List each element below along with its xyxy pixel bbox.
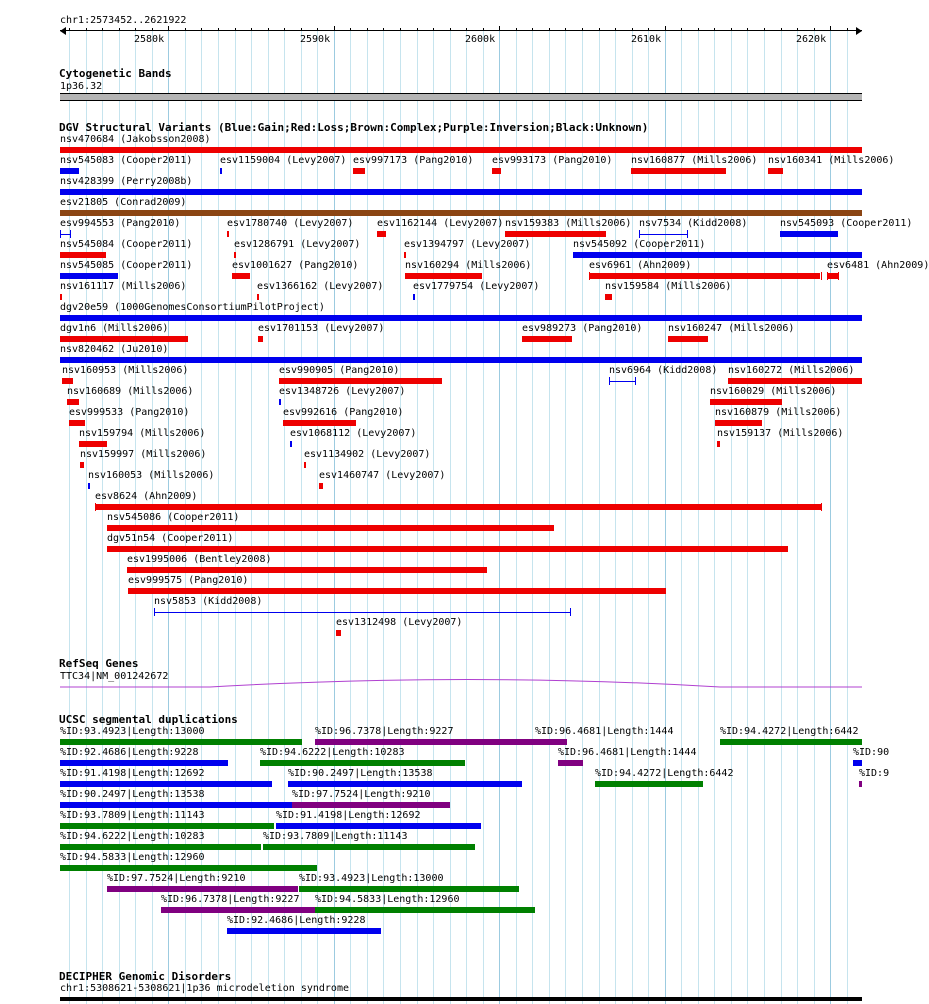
feature-bar[interactable] xyxy=(288,781,522,787)
ruler-tick xyxy=(185,28,186,31)
ruler-tick xyxy=(86,28,87,31)
feature-bar[interactable] xyxy=(234,252,236,258)
feature-bar[interactable] xyxy=(62,378,73,384)
decipher-track-title[interactable]: DECIPHER Genomic Disorders xyxy=(59,970,232,983)
ruler-tick xyxy=(764,28,765,31)
feature-bar[interactable] xyxy=(315,739,567,745)
feature-label[interactable]: %ID:91.4198|Length:12692 xyxy=(60,768,205,779)
ruler-right-arrow xyxy=(856,27,862,35)
feature-label[interactable]: dgv51n54 (Cooper2011) xyxy=(107,533,234,544)
grid-line xyxy=(350,30,351,1004)
feature-label[interactable]: %ID:96.4681|Length:1444 xyxy=(558,747,697,758)
feature-bar-cap xyxy=(827,272,828,280)
feature-label[interactable]: nsv545085 (Cooper2011) xyxy=(60,260,193,271)
feature-bar[interactable] xyxy=(315,907,535,913)
ruler-tick xyxy=(781,28,782,31)
grid-line xyxy=(450,30,451,1004)
ruler-tick xyxy=(582,28,583,31)
feature-bar-cap xyxy=(838,272,839,280)
grid-line xyxy=(847,30,848,1004)
feature-label[interactable]: esv1995006 (Bentley2008) xyxy=(127,554,272,565)
ruler-tick xyxy=(284,28,285,31)
ruler-tick xyxy=(681,28,682,31)
feature-bar[interactable] xyxy=(768,168,783,174)
feature-label[interactable]: %ID:93.4923|Length:13000 xyxy=(299,873,444,884)
grid-line xyxy=(417,30,418,1004)
feature-bar[interactable] xyxy=(283,420,356,426)
grid-line xyxy=(251,30,252,1004)
grid-line xyxy=(599,30,600,1004)
feature-bar[interactable] xyxy=(859,781,862,787)
feature-line[interactable] xyxy=(154,612,570,613)
feature-label[interactable]: esv989273 (Pang2010) xyxy=(522,323,643,334)
ruler-tick xyxy=(301,28,302,31)
feature-bar[interactable] xyxy=(505,231,606,237)
feature-bar[interactable] xyxy=(60,865,317,871)
feature-bar[interactable] xyxy=(227,231,229,237)
feature-bar[interactable] xyxy=(60,781,272,787)
grid-line xyxy=(268,30,269,1004)
ruler-tick xyxy=(532,28,533,31)
feature-label[interactable]: %ID:94.6222|Length:10283 xyxy=(260,747,405,758)
feature-label[interactable]: esv997173 (Pang2010) xyxy=(353,155,474,166)
feature-label[interactable]: esv1394797 (Levy2007) xyxy=(404,239,531,250)
ruler-tick xyxy=(334,26,335,31)
feature-bar[interactable] xyxy=(535,739,560,745)
ruler-tick xyxy=(632,28,633,31)
feature-label[interactable]: esv1286791 (Levy2007) xyxy=(234,239,361,250)
ruler-tick xyxy=(549,28,550,31)
ruler-tick-label: 2600k xyxy=(465,34,496,45)
ruler-tick-label: 2620k xyxy=(796,34,827,45)
feature-bar[interactable] xyxy=(279,399,281,405)
feature-label[interactable]: dgv1n6 (Mills2006) xyxy=(60,323,169,334)
feature-label[interactable]: %ID:96.4681|Length:1444 xyxy=(535,726,674,737)
feature-line-cap xyxy=(609,377,610,385)
feature-label[interactable]: %ID:9 xyxy=(859,768,890,779)
feature-label[interactable]: nsv160953 (Mills2006) xyxy=(62,365,189,376)
feature-bar[interactable] xyxy=(492,168,501,174)
decipher-item-label[interactable]: chr1:5308621-5308621|1p36 microdeletion syndrome xyxy=(60,983,349,994)
feature-label[interactable]: esv6961 (Ahn2009) xyxy=(589,260,692,271)
feature-bar[interactable] xyxy=(232,273,250,279)
ruler-tick xyxy=(698,28,699,31)
feature-bar[interactable] xyxy=(69,420,85,426)
feature-bar[interactable] xyxy=(595,781,703,787)
feature-label[interactable]: %ID:96.7378|Length:9227 xyxy=(315,726,454,737)
feature-label[interactable]: nsv545086 (Cooper2011) xyxy=(107,512,240,523)
ruler-tick xyxy=(599,28,600,31)
ruler-tick-label: 2590k xyxy=(300,34,331,45)
feature-label[interactable]: esv1134902 (Levy2007) xyxy=(304,449,431,460)
feature-bar[interactable] xyxy=(60,802,292,808)
feature-label[interactable]: %ID:97.7524|Length:9210 xyxy=(292,789,431,800)
feature-bar[interactable] xyxy=(276,823,481,829)
feature-label[interactable]: esv1001627 (Pang2010) xyxy=(232,260,359,271)
feature-label[interactable]: %ID:91.4198|Length:12692 xyxy=(276,810,421,821)
grid-line xyxy=(665,30,666,1004)
feature-label[interactable]: esv1312498 (Levy2007) xyxy=(336,617,463,628)
feature-bar[interactable] xyxy=(353,168,365,174)
grid-line xyxy=(648,30,649,1004)
feature-label[interactable]: nsv160877 (Mills2006) xyxy=(631,155,758,166)
feature-bar[interactable] xyxy=(60,273,118,279)
feature-bar[interactable] xyxy=(67,399,79,405)
grid-line xyxy=(433,30,434,1004)
grid-line xyxy=(334,30,335,1004)
feature-bar[interactable] xyxy=(589,273,820,279)
feature-label[interactable]: %ID:94.6222|Length:10283 xyxy=(60,831,205,842)
grid-line xyxy=(565,30,566,1004)
feature-bar[interactable] xyxy=(60,823,274,829)
feature-line-cap xyxy=(154,608,155,616)
feature-bar[interactable] xyxy=(631,168,726,174)
feature-bar[interactable] xyxy=(60,294,62,300)
feature-bar-cap xyxy=(95,503,96,511)
feature-bar[interactable] xyxy=(60,147,862,153)
feature-label[interactable]: nsv160029 (Mills2006) xyxy=(710,386,837,397)
ruler-tick xyxy=(119,28,120,31)
feature-line[interactable] xyxy=(609,381,635,382)
feature-label[interactable]: %ID:94.4272|Length:6442 xyxy=(720,726,859,737)
ruler-tick xyxy=(317,28,318,31)
grid-line xyxy=(532,30,533,1004)
ruler-tick xyxy=(102,28,103,31)
ruler-tick xyxy=(499,26,500,31)
feature-bar[interactable] xyxy=(827,273,838,279)
feature-line-cap xyxy=(60,230,61,238)
ruler-tick xyxy=(235,28,236,31)
feature-label[interactable]: nsv160247 (Mills2006) xyxy=(668,323,795,334)
feature-bar[interactable] xyxy=(60,760,228,766)
ruler-tick xyxy=(731,28,732,31)
feature-label[interactable]: esv1460747 (Levy2007) xyxy=(319,470,446,481)
ruler-tick xyxy=(367,28,368,31)
ruler-tick xyxy=(69,28,70,31)
feature-bar[interactable] xyxy=(128,588,666,594)
feature-line-cap xyxy=(639,230,640,238)
ruler-tick xyxy=(714,28,715,31)
ruler-tick xyxy=(450,28,451,31)
feature-bar[interactable] xyxy=(227,928,381,934)
feature-label[interactable]: esv994553 (Pang2010) xyxy=(60,218,181,229)
feature-bar[interactable] xyxy=(292,802,450,808)
feature-bar[interactable] xyxy=(715,420,762,426)
feature-bar[interactable] xyxy=(60,336,188,342)
ruler-tick xyxy=(417,28,418,31)
feature-bar[interactable] xyxy=(720,739,862,745)
feature-bar[interactable] xyxy=(60,168,79,174)
grid-line xyxy=(483,30,484,1004)
feature-label[interactable]: nsv160689 (Mills2006) xyxy=(67,386,194,397)
ruler-tick xyxy=(350,28,351,31)
feature-label[interactable]: nsv160341 (Mills2006) xyxy=(768,155,895,166)
refseq-track-title[interactable]: RefSeq Genes xyxy=(59,657,139,670)
feature-label[interactable]: esv1366162 (Levy2007) xyxy=(257,281,384,292)
feature-line-cap xyxy=(570,608,571,616)
grid-line xyxy=(698,30,699,1004)
feature-bar[interactable] xyxy=(60,189,862,195)
feature-label[interactable]: esv999575 (Pang2010) xyxy=(128,575,249,586)
feature-label[interactable]: %ID:94.4272|Length:6442 xyxy=(595,768,734,779)
feature-label[interactable]: nsv7534 (Kidd2008) xyxy=(639,218,748,229)
grid-line xyxy=(615,30,616,1004)
ruler-tick xyxy=(615,28,616,31)
feature-bar[interactable] xyxy=(728,378,862,384)
feature-label[interactable]: nsv545084 (Cooper2011) xyxy=(60,239,193,250)
feature-bar[interactable] xyxy=(290,441,292,447)
decipher-bar[interactable] xyxy=(60,997,862,1001)
feature-line-cap xyxy=(70,230,71,238)
feature-bar[interactable] xyxy=(263,844,475,850)
ruler-tick-label: 2580k xyxy=(134,34,165,45)
feature-bar[interactable] xyxy=(336,630,341,636)
feature-label[interactable]: nsv160272 (Mills2006) xyxy=(728,365,855,376)
feature-bar[interactable] xyxy=(780,231,838,237)
dgv-track-title[interactable]: DGV Structural Variants (Blue:Gain;Red:Loss;Brown:Complex;Purple:Inversion;Black:Unknown) xyxy=(59,121,649,134)
ruler-tick xyxy=(814,28,815,31)
feature-label[interactable]: esv6481 (Ahn2009) xyxy=(827,260,929,271)
feature-bar[interactable] xyxy=(95,504,821,510)
grid-line xyxy=(764,30,765,1004)
feature-label[interactable]: esv1068112 (Levy2007) xyxy=(290,428,417,439)
grid-line xyxy=(830,30,831,1004)
cytoband-bar[interactable] xyxy=(60,93,862,101)
ruler-tick xyxy=(483,28,484,31)
feature-bar[interactable] xyxy=(60,844,261,850)
ruler-tick xyxy=(268,28,269,31)
grid-line xyxy=(681,30,682,1004)
feature-label[interactable]: nsv159584 (Mills2006) xyxy=(605,281,732,292)
ruler-tick xyxy=(797,28,798,31)
grid-line xyxy=(516,30,517,1004)
ruler-tick xyxy=(433,28,434,31)
feature-label[interactable]: esv1780740 (Levy2007) xyxy=(227,218,354,229)
grid-line xyxy=(714,30,715,1004)
feature-label[interactable]: esv993173 (Pang2010) xyxy=(492,155,613,166)
feature-label[interactable]: nsv160294 (Mills2006) xyxy=(405,260,532,271)
grid-line xyxy=(814,30,815,1004)
feature-label[interactable]: nsv428399 (Perry2008b) xyxy=(60,176,193,187)
feature-bar-cap xyxy=(589,272,590,280)
grid-line xyxy=(781,30,782,1004)
feature-bar[interactable] xyxy=(257,294,259,300)
feature-bar[interactable] xyxy=(107,886,298,892)
feature-bar[interactable] xyxy=(258,336,263,342)
grid-line xyxy=(747,30,748,1004)
feature-label[interactable]: nsv545083 (Cooper2011) xyxy=(60,155,193,166)
feature-label[interactable]: nsv545093 (Cooper2011) xyxy=(780,218,913,229)
ruler-tick xyxy=(565,28,566,31)
feature-bar[interactable] xyxy=(299,886,519,892)
ruler-tick xyxy=(747,28,748,31)
ruler-tick xyxy=(135,28,136,31)
grid-line xyxy=(731,30,732,1004)
ruler-range-label: chr1:2573452..2621922 xyxy=(60,15,187,26)
grid-line xyxy=(383,30,384,1004)
feature-bar[interactable] xyxy=(60,210,862,216)
feature-bar[interactable] xyxy=(558,760,583,766)
feature-bar-cap xyxy=(821,503,822,511)
feature-label[interactable]: esv8624 (Ahn2009) xyxy=(95,491,198,502)
feature-bar[interactable] xyxy=(404,252,406,258)
feature-label[interactable]: nsv159383 (Mills2006) xyxy=(505,218,632,229)
feature-bar[interactable] xyxy=(853,760,862,766)
grid-line xyxy=(797,30,798,1004)
grid-line xyxy=(466,30,467,1004)
feature-label[interactable]: nsv160053 (Mills2006) xyxy=(88,470,215,481)
ruler-tick xyxy=(383,28,384,31)
feature-label[interactable]: %ID:96.7378|Length:9227 xyxy=(161,894,300,905)
feature-bar[interactable] xyxy=(260,760,465,766)
grid-line xyxy=(499,30,500,1004)
feature-bar[interactable] xyxy=(668,336,708,342)
feature-label[interactable]: %ID:92.4686|Length:9228 xyxy=(60,747,199,758)
feature-bar[interactable] xyxy=(127,567,487,573)
feature-label[interactable]: nsv160879 (Mills2006) xyxy=(715,407,842,418)
feature-bar[interactable] xyxy=(220,168,222,174)
ruler-left-arrow xyxy=(60,27,66,35)
feature-label[interactable]: %ID:93.4923|Length:13000 xyxy=(60,726,205,737)
feature-bar[interactable] xyxy=(405,273,482,279)
feature-label[interactable]: esv992616 (Pang2010) xyxy=(283,407,404,418)
feature-label[interactable]: nsv159137 (Mills2006) xyxy=(717,428,844,439)
grid-line xyxy=(632,30,633,1004)
feature-bar[interactable] xyxy=(88,483,90,489)
feature-bar[interactable] xyxy=(107,546,788,552)
cytoband-label: 1p36.32 xyxy=(60,81,103,92)
feature-bar[interactable] xyxy=(710,399,782,405)
grid-line xyxy=(582,30,583,1004)
feature-bar[interactable] xyxy=(60,739,302,745)
feature-bar-cap xyxy=(821,272,822,280)
feature-label[interactable]: %ID:94.5833|Length:12960 xyxy=(60,852,205,863)
ruler-tick xyxy=(648,28,649,31)
ruler-tick xyxy=(516,28,517,31)
feature-label[interactable]: %ID:97.7524|Length:9210 xyxy=(107,873,246,884)
feature-bar[interactable] xyxy=(573,252,862,258)
feature-label[interactable]: nsv545092 (Cooper2011) xyxy=(573,239,706,250)
ruler-tick xyxy=(400,28,401,31)
ruler-tick xyxy=(830,26,831,31)
ruler-axis-line xyxy=(60,30,862,31)
feature-label[interactable]: nsv470684 (Jakobsson2008) xyxy=(60,134,211,145)
ruler-tick-label: 2610k xyxy=(631,34,662,45)
feature-bar[interactable] xyxy=(717,441,720,447)
feature-bar[interactable] xyxy=(522,336,572,342)
gene-intron-line xyxy=(60,680,862,688)
feature-line-cap xyxy=(635,377,636,385)
feature-label[interactable]: %ID:94.5833|Length:12960 xyxy=(315,894,460,905)
feature-label[interactable]: %ID:93.7809|Length:11143 xyxy=(60,810,205,821)
feature-label[interactable]: %ID:90.2497|Length:13538 xyxy=(60,789,205,800)
feature-label[interactable]: %ID:90 xyxy=(853,747,890,758)
grid-line xyxy=(400,30,401,1004)
ruler-tick xyxy=(847,28,848,31)
feature-label[interactable]: esv999533 (Pang2010) xyxy=(69,407,190,418)
feature-label[interactable]: esv1779754 (Levy2007) xyxy=(413,281,540,292)
feature-bar[interactable] xyxy=(60,252,106,258)
grid-line xyxy=(284,30,285,1004)
grid-line xyxy=(301,30,302,1004)
feature-label[interactable]: %ID:90.2497|Length:13538 xyxy=(288,768,433,779)
feature-bar[interactable] xyxy=(107,525,554,531)
refseq-gene-model[interactable] xyxy=(60,678,862,692)
feature-bar[interactable] xyxy=(304,462,306,468)
feature-bar[interactable] xyxy=(319,483,323,489)
feature-label[interactable]: nsv159794 (Mills2006) xyxy=(79,428,206,439)
ruler-tick xyxy=(168,26,169,31)
feature-bar[interactable] xyxy=(60,357,862,363)
feature-bar[interactable] xyxy=(60,315,862,321)
feature-label[interactable]: esv1701153 (Levy2007) xyxy=(258,323,385,334)
feature-line[interactable] xyxy=(60,234,70,235)
ruler-tick xyxy=(466,28,467,31)
segdup-track-title[interactable]: UCSC segmental duplications xyxy=(59,713,238,726)
feature-label[interactable]: nsv820462 (Ju2010) xyxy=(60,344,169,355)
feature-label[interactable]: nsv161117 (Mills2006) xyxy=(60,281,187,292)
ruler-tick xyxy=(251,28,252,31)
feature-label[interactable]: nsv5853 (Kidd2008) xyxy=(154,596,263,607)
feature-label[interactable]: esv1348726 (Levy2007) xyxy=(279,386,406,397)
cytoband-track-title[interactable]: Cytogenetic Bands xyxy=(59,67,172,80)
ruler-tick xyxy=(665,26,666,31)
feature-label[interactable]: nsv6964 (Kidd2008) xyxy=(609,365,718,376)
feature-label[interactable]: esv1159004 (Levy2007) xyxy=(220,155,347,166)
refseq-gene-label[interactable]: TTC34|NM_001242672 xyxy=(60,671,169,682)
feature-bar[interactable] xyxy=(279,378,442,384)
feature-label[interactable]: %ID:93.7809|Length:11143 xyxy=(263,831,408,842)
feature-label[interactable]: dgv20e59 (1000GenomesConsortiumPilotProject) xyxy=(60,302,325,313)
feature-bar[interactable] xyxy=(80,462,84,468)
feature-bar[interactable] xyxy=(377,231,386,237)
feature-label[interactable]: nsv159997 (Mills2006) xyxy=(80,449,207,460)
ruler-tick xyxy=(201,28,202,31)
feature-line[interactable] xyxy=(639,234,687,235)
feature-label[interactable]: %ID:92.4686|Length:9228 xyxy=(227,915,366,926)
ruler-tick xyxy=(152,28,153,31)
grid-line xyxy=(549,30,550,1004)
feature-label[interactable]: esv21805 (Conrad2009) xyxy=(60,197,187,208)
feature-bar[interactable] xyxy=(413,294,415,300)
feature-line-cap xyxy=(687,230,688,238)
feature-bar[interactable] xyxy=(79,441,107,447)
feature-bar[interactable] xyxy=(605,294,612,300)
feature-bar[interactable] xyxy=(161,907,315,913)
grid-line xyxy=(367,30,368,1004)
grid-line xyxy=(317,30,318,1004)
feature-label[interactable]: esv990905 (Pang2010) xyxy=(279,365,400,376)
ruler-tick xyxy=(218,28,219,31)
feature-label[interactable]: esv1162144 (Levy2007) xyxy=(377,218,504,229)
